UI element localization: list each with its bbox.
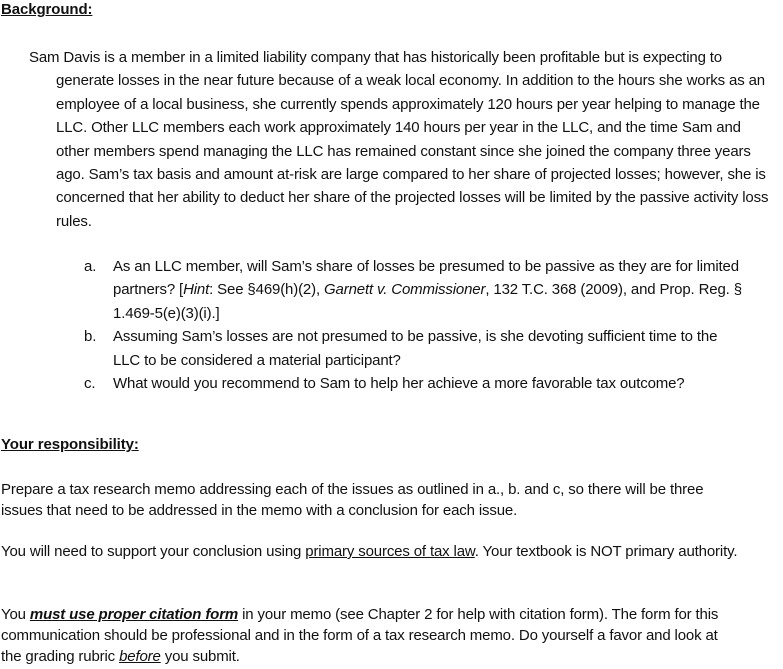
question-text: What would you recommend to Sam to help her achieve a more favorable tax outcome?: [113, 375, 685, 393]
question-text: , 132 T.C. 368 (2009), and Prop. Reg. § 1.469-5(e)(3)(i).]: [113, 281, 742, 322]
question-marker: b.: [84, 328, 97, 346]
paragraph-text: You will need to support your conclusion using: [1, 543, 306, 560]
paragraph-text: . Your textbook is NOT primary authority.: [474, 543, 738, 560]
question-text: Assuming Sam’s losses are not presumed to be passive, is she devoting sufficient time to the LLC to be considered a material participant?: [113, 328, 718, 369]
responsibility-paragraph-2: [1, 541, 741, 562]
paragraph-text: in your memo (see Chapter 2 for help with citation form). The form for this communication should be professional and in the form of a tax research memo. Do yourself a favor and look at the grading rubric: [1, 606, 719, 665]
question-marker: c.: [84, 375, 96, 393]
question-text: As an LLC member, will Sam’s share of losses be presumed to be passive as they are for limited partners? [: [113, 258, 739, 299]
responsibility-paragraph-1: Prepare a tax research memo addressing each of the issues as outlined in a., b. and c, so there will be three issues that need to be addressed in the memo with a conclusion for each issue.: [1, 481, 704, 519]
paragraph-text: you submit.: [160, 648, 240, 665]
question-a: [84, 255, 744, 325]
question-b: [84, 325, 744, 372]
case-citation: Garnett v. Commissioner: [324, 281, 486, 299]
paragraph-text: You: [1, 606, 30, 623]
hint-label: Hint: [183, 281, 210, 299]
primary-sources-link: primary sources of tax law: [305, 543, 475, 560]
background-paragraph: Sam Davis is a member in a limited liability company that has historically been profitable but is expecting to generate losses in the near future because of a weak local economy. In addition to the hours she works as an employee of a local business, she currently spends approximately 120 hours per year helping to manage the LLC. Other LLC members each work approximately 140 hours per year in the LLC, and the time Sam and other members spend managing the LLC has remained constant since she joined the company three years ago. Sam’s tax basis and amount at-risk are large compared to her share of projected losses; however, she is concerned that her ability to deduct her share of the projected losses will be limited by the passive activity loss rules.: [29, 49, 769, 230]
question-text: : See §469(h)(2),: [209, 281, 325, 299]
before-emphasis: before: [119, 648, 161, 665]
question-c: [84, 372, 744, 395]
responsibility-paragraph-3: [1, 604, 741, 667]
responsibility-heading: Your responsibility:: [1, 436, 139, 453]
background-heading: Background:: [1, 1, 93, 18]
question-marker: a.: [84, 258, 97, 275]
citation-emphasis: must use proper citation form: [29, 606, 239, 623]
question-list: [84, 255, 744, 395]
